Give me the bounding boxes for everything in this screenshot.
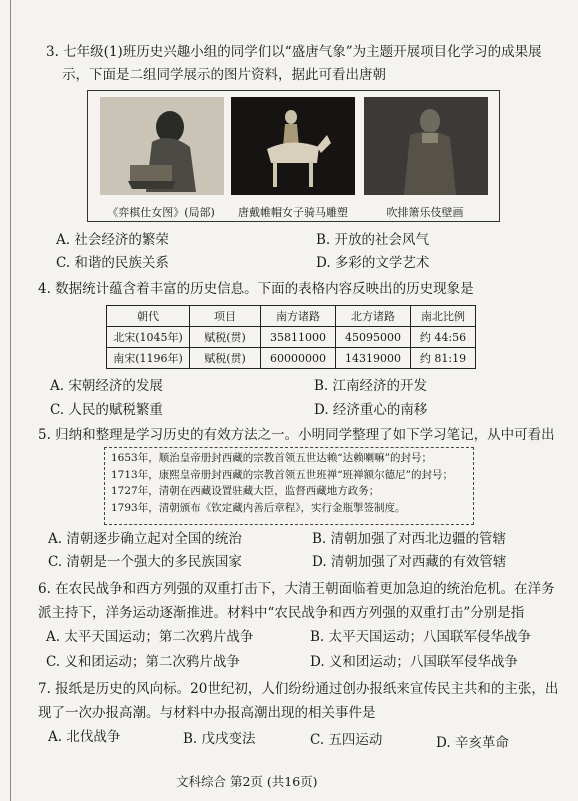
q3-image-panpipe-mural xyxy=(364,97,488,195)
table-cell: 约 81:19 xyxy=(411,348,476,369)
q5-study-notes xyxy=(104,447,474,525)
q7-option-b: B. 戊戌变法 xyxy=(183,731,256,747)
q4-option-c: C. 人民的赋税繁重 xyxy=(50,402,163,418)
q7-stem-line1: 7. 报纸是历史的风向标。20世纪初，人们纷纷通过创办报纸来宣传民主共和的主张，出 xyxy=(38,681,559,697)
table-header-cell: 项目 xyxy=(190,306,261,327)
q6-option-c: C. 义和团运动；第二次鸦片战争 xyxy=(46,654,240,670)
table-cell: 约 44:56 xyxy=(411,327,476,348)
table-header-row xyxy=(107,306,476,327)
q5-stem: 5. 归纳和整理是学习历史的有效方法之一。小明同学整理了如下学习笔记，从中可看出 xyxy=(38,427,555,443)
q5-option-d: D. 清朝加强了对西藏的有效管辖 xyxy=(312,554,507,570)
q6-stem-line1: 6. 在农民战争和西方列强的双重打击下，大清王朝面临着更加急迫的统治危机。在洋务 xyxy=(38,581,555,597)
note-line: 1713年，康熙皇帝册封西藏的宗教首领五世班禅“班禅额尔德尼”的封号； xyxy=(111,468,453,481)
q5-option-a: A. 清朝逐步确立起对全国的统治 xyxy=(48,531,242,547)
q3-image-strip xyxy=(87,90,500,222)
table-row xyxy=(107,348,476,369)
q4-option-b: B. 江南经济的开发 xyxy=(314,378,428,394)
table-cell: 14319000 xyxy=(336,348,411,369)
q3-option-d: D. 多彩的文学艺术 xyxy=(316,255,430,271)
q7-option-d: D. 辛亥革命 xyxy=(436,735,509,751)
q3-caption-2: 唐戴帷帽女子骑马雕塑 xyxy=(238,206,348,219)
table-cell: 35811000 xyxy=(261,327,336,348)
q3-option-a: A. 社会经济的繁荣 xyxy=(56,232,169,248)
q6-option-b: B. 太平天国运动；八国联军侵华战争 xyxy=(310,629,532,645)
q3-stem-line2: 示，下面是二组同学展示的图片资料，据此可看出唐朝 xyxy=(62,67,386,83)
margin-line xyxy=(10,0,11,801)
q6-option-d: D. 义和团运动；八国联军侵华战争 xyxy=(310,654,518,670)
page-footer: 文科综合 第2页 (共16页) xyxy=(176,774,318,789)
table-cell: 南宋(1196年) xyxy=(107,348,190,369)
q4-tax-table xyxy=(106,305,476,369)
table-cell: 赋税(贯) xyxy=(190,327,261,348)
q3-caption-3: 吹排箫乐伎壁画 xyxy=(386,206,464,219)
table-cell: 60000000 xyxy=(261,348,336,369)
q4-stem: 4. 数据统计蕴含着丰富的历史信息。下面的表格内容反映出的历史现象是 xyxy=(38,281,474,297)
q6-option-a: A. 太平天国运动；第二次鸦片战争 xyxy=(46,629,254,645)
table-header-cell: 南方诸路 xyxy=(261,306,336,327)
q3-option-c: C. 和谐的民族关系 xyxy=(56,255,169,271)
table-row xyxy=(107,327,476,348)
q4-option-d: D. 经济重心的南移 xyxy=(314,402,428,418)
table-cell: 45095000 xyxy=(336,327,411,348)
note-line: 1653年，顺治皇帝册封西藏的宗教首领五世达赖“达赖喇嘛”的封号； xyxy=(111,452,432,464)
table-header-cell: 朝代 xyxy=(107,306,190,327)
q7-option-c: C. 五四运动 xyxy=(310,732,383,748)
q4-option-a: A. 宋朝经济的发展 xyxy=(50,378,163,394)
q3-image-horse-rider xyxy=(231,97,355,195)
q7-stem-line2: 现了一次办报高潮。与材料中办报高潮出现的相关事件是 xyxy=(38,705,376,721)
table-cell: 赋税(贯) xyxy=(190,348,261,369)
q3-option-b: B. 开放的社会风气 xyxy=(316,232,430,248)
table-header-cell: 南北比例 xyxy=(411,306,476,327)
q7-option-a: A. 北伐战争 xyxy=(48,729,121,745)
table-cell: 北宋(1045年) xyxy=(107,327,190,348)
q3-image-weiqi-lady xyxy=(100,97,224,195)
q3-stem-line1: 3. 七年级(1)班历史兴趣小组的同学们以“盛唐气象”为主题开展项目化学习的成果展 xyxy=(46,44,542,60)
q3-caption-1: 《弈棋仕女图》(局部) xyxy=(107,206,215,219)
q5-option-b: B. 清朝加强了对西北边疆的管辖 xyxy=(312,531,507,547)
note-line: 1793年，清朝颁布《钦定藏内善后章程》，实行金瓶掣签制度。 xyxy=(111,501,406,514)
table-header-cell: 北方诸路 xyxy=(336,306,411,327)
q6-stem-line2: 派主持下，洋务运动逐渐推进。材料中“农民战争和西方列强的双重打击”分别是指 xyxy=(38,605,525,621)
q5-option-c: C. 清朝是一个强大的多民族国家 xyxy=(48,554,242,570)
note-line: 1727年，清朝在西藏设置驻藏大臣，监督西藏地方政务； xyxy=(111,485,380,497)
